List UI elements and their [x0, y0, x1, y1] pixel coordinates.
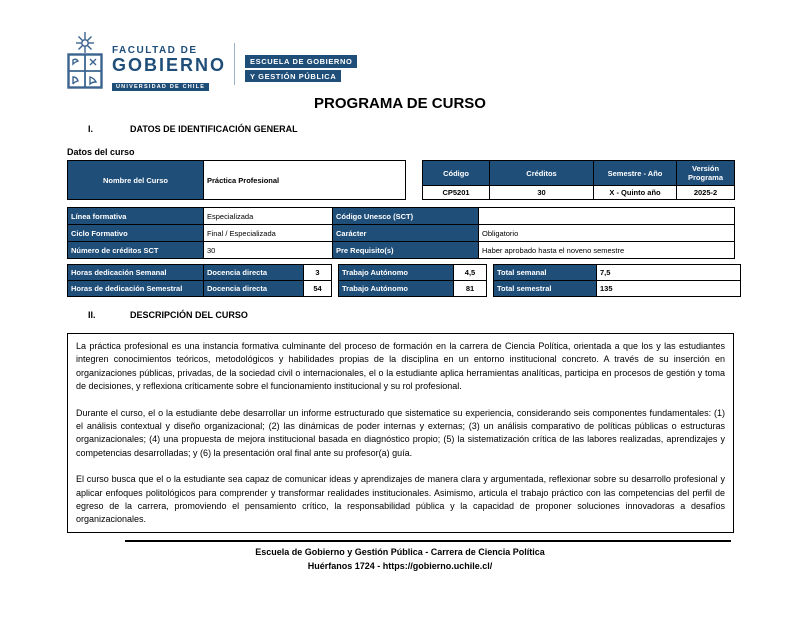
- table-row: [68, 242, 735, 259]
- docencia-semestral-value: 54: [304, 281, 332, 297]
- table-spacer: [332, 281, 339, 297]
- linea-formativa-value: Especializada: [204, 208, 333, 225]
- section-1-title: DATOS DE IDENTIFICACIÓN GENERAL: [130, 124, 298, 134]
- caracter-value: Obligatorio: [479, 225, 735, 242]
- section-1-number: I.: [88, 124, 94, 134]
- horas-semanal-label: Horas dedicación Semanal: [68, 265, 204, 281]
- hours-table: [67, 264, 741, 297]
- docencia-directa-label: Docencia directa: [204, 265, 304, 281]
- codigo-header: Código: [423, 161, 490, 186]
- autonomo-semanal-value: 4,5: [454, 265, 487, 281]
- table-row: [68, 281, 741, 297]
- school-badge-line1: ESCUELA DE GOBIERNO: [245, 55, 357, 68]
- trabajo-autonomo-label: Trabajo Autónomo: [339, 265, 454, 281]
- total-semestral-value: 135: [597, 281, 741, 297]
- creditos-sct-label: Número de créditos SCT: [68, 242, 204, 259]
- prerequisitos-label: Pre Requisito(s): [333, 242, 479, 259]
- course-details-table: [67, 207, 735, 259]
- footer: [0, 545, 800, 573]
- datos-del-curso-label: Datos del curso: [67, 147, 135, 157]
- school-badge-line2: Y GESTIÓN PÚBLICA: [245, 70, 341, 83]
- footer-address-line: Huérfanos 1724 - https://gobierno.uchile.cl/: [307, 561, 493, 571]
- school-badge: [245, 55, 357, 84]
- total-semestral-label: Total semestral: [494, 281, 597, 297]
- codigo-value: CP5201: [423, 186, 490, 200]
- table-spacer: [332, 265, 339, 281]
- prerequisitos-value: Haber aprobado hasta el noveno semestre: [479, 242, 735, 259]
- semestre-value: X - Quinto año: [594, 186, 677, 200]
- creditos-sct-value: 30: [204, 242, 333, 259]
- course-id-table: [67, 160, 735, 200]
- description-paragraph-1: La práctica profesional es una instancia formativa culminante del proceso de formación en la carrera de Ciencia Política, orientada a que los y las estudiantes integren conocimientos teóricos, metodológicos y habilidades propias de la disciplina en un entorno institucional concreto. A través de su inserción en organizaciones públicas, privadas, de la sociedad civil o internacionales, el o la estudiante aplica herramientas analíticas, participa en procesos de gestión y toma de decisiones, y reflexiona críticamente sobre el funcionamiento institucional y su rol profesional.: [76, 341, 725, 392]
- course-name-value: Práctica Profesional: [204, 161, 406, 200]
- semestre-header: Semestre - Año: [594, 161, 677, 186]
- table-row: [68, 265, 741, 281]
- footer-divider: [125, 540, 731, 542]
- creditos-value: 30: [490, 186, 594, 200]
- course-description-box: [67, 333, 734, 533]
- horas-semestral-label: Horas de dedicación Semestral: [68, 281, 204, 297]
- table-spacer: [406, 161, 423, 200]
- universidad-de-chile-emblem-icon: [64, 31, 106, 93]
- docencia-semanal-value: 3: [304, 265, 332, 281]
- ciclo-formativo-label: Ciclo Formativo: [68, 225, 204, 242]
- total-semanal-value: 7,5: [597, 265, 741, 281]
- faculty-wordmark: [112, 45, 226, 93]
- university-logo: [64, 31, 357, 93]
- description-paragraph-3: El curso busca que el o la estudiante sea capaz de comunicar ideas y aprendizajes de manera clara y argumentada, reflexionar sobre su desarrollo profesional y aplicar enfoques politológicos para comprender y transformar realidades institucionales. Asimismo, articula el trabajo práctico con las competencias del perfil de egreso de la carrera, promoviendo el pensamiento crítico, la responsabilidad pública y la capacidad de proponer soluciones innovadoras a desafíos organizacionales.: [76, 474, 725, 525]
- autonomo-semestral-value: 81: [454, 281, 487, 297]
- description-paragraph-2: Durante el curso, el o la estudiante debe desarrollar un informe estructurado que sistematice su experiencia, considerando seis componentes fundamentales: (1) el análisis contextual y diseño organizacional; (2) las dinámicas de poder internas y externas; (3) un análisis comparativo de políticas públicas o estructuras organizacionales; (4) una propuesta de mejora institucional basada en diagnóstico propio; (5) la sistematización crítica de las labores realizadas, aprendizajes y competencias desarrolladas; y (6) la presentación oral final ante su profesor(a) guía.: [76, 407, 725, 458]
- creditos-header: Créditos: [490, 161, 594, 186]
- logo-divider: [234, 43, 235, 85]
- trabajo-autonomo-label: Trabajo Autónomo: [339, 281, 454, 297]
- page-title: PROGRAMA DE CURSO: [314, 95, 486, 112]
- version-header: Versión Programa: [677, 161, 735, 186]
- section-2-number: II.: [88, 310, 96, 320]
- faculty-name-line2: GOBIERNO: [112, 55, 227, 75]
- version-value: 2025-2: [677, 186, 735, 200]
- docencia-directa-label: Docencia directa: [204, 281, 304, 297]
- linea-formativa-label: Línea formativa: [68, 208, 204, 225]
- table-row: [68, 225, 735, 242]
- table-row: [68, 208, 735, 225]
- caracter-label: Carácter: [333, 225, 479, 242]
- course-name-label: Nombre del Curso: [68, 161, 204, 200]
- total-semanal-label: Total semanal: [494, 265, 597, 281]
- codigo-unesco-label: Código Unesco (SCT): [333, 208, 479, 225]
- faculty-name-line1: FACULTAD DE: [112, 45, 198, 56]
- section-1-heading: [88, 124, 298, 134]
- codigo-unesco-value: [479, 208, 735, 225]
- section-2-heading: [88, 310, 248, 320]
- table-spacer: [487, 281, 494, 297]
- footer-school-line: Escuela de Gobierno y Gestión Pública - Carrera de Ciencia Política: [255, 547, 545, 557]
- table-spacer: [487, 265, 494, 281]
- section-2-title: DESCRIPCIÓN DEL CURSO: [130, 310, 248, 320]
- university-banner: UNIVERSIDAD DE CHILE: [112, 83, 209, 91]
- ciclo-formativo-value: Final / Especializada: [204, 225, 333, 242]
